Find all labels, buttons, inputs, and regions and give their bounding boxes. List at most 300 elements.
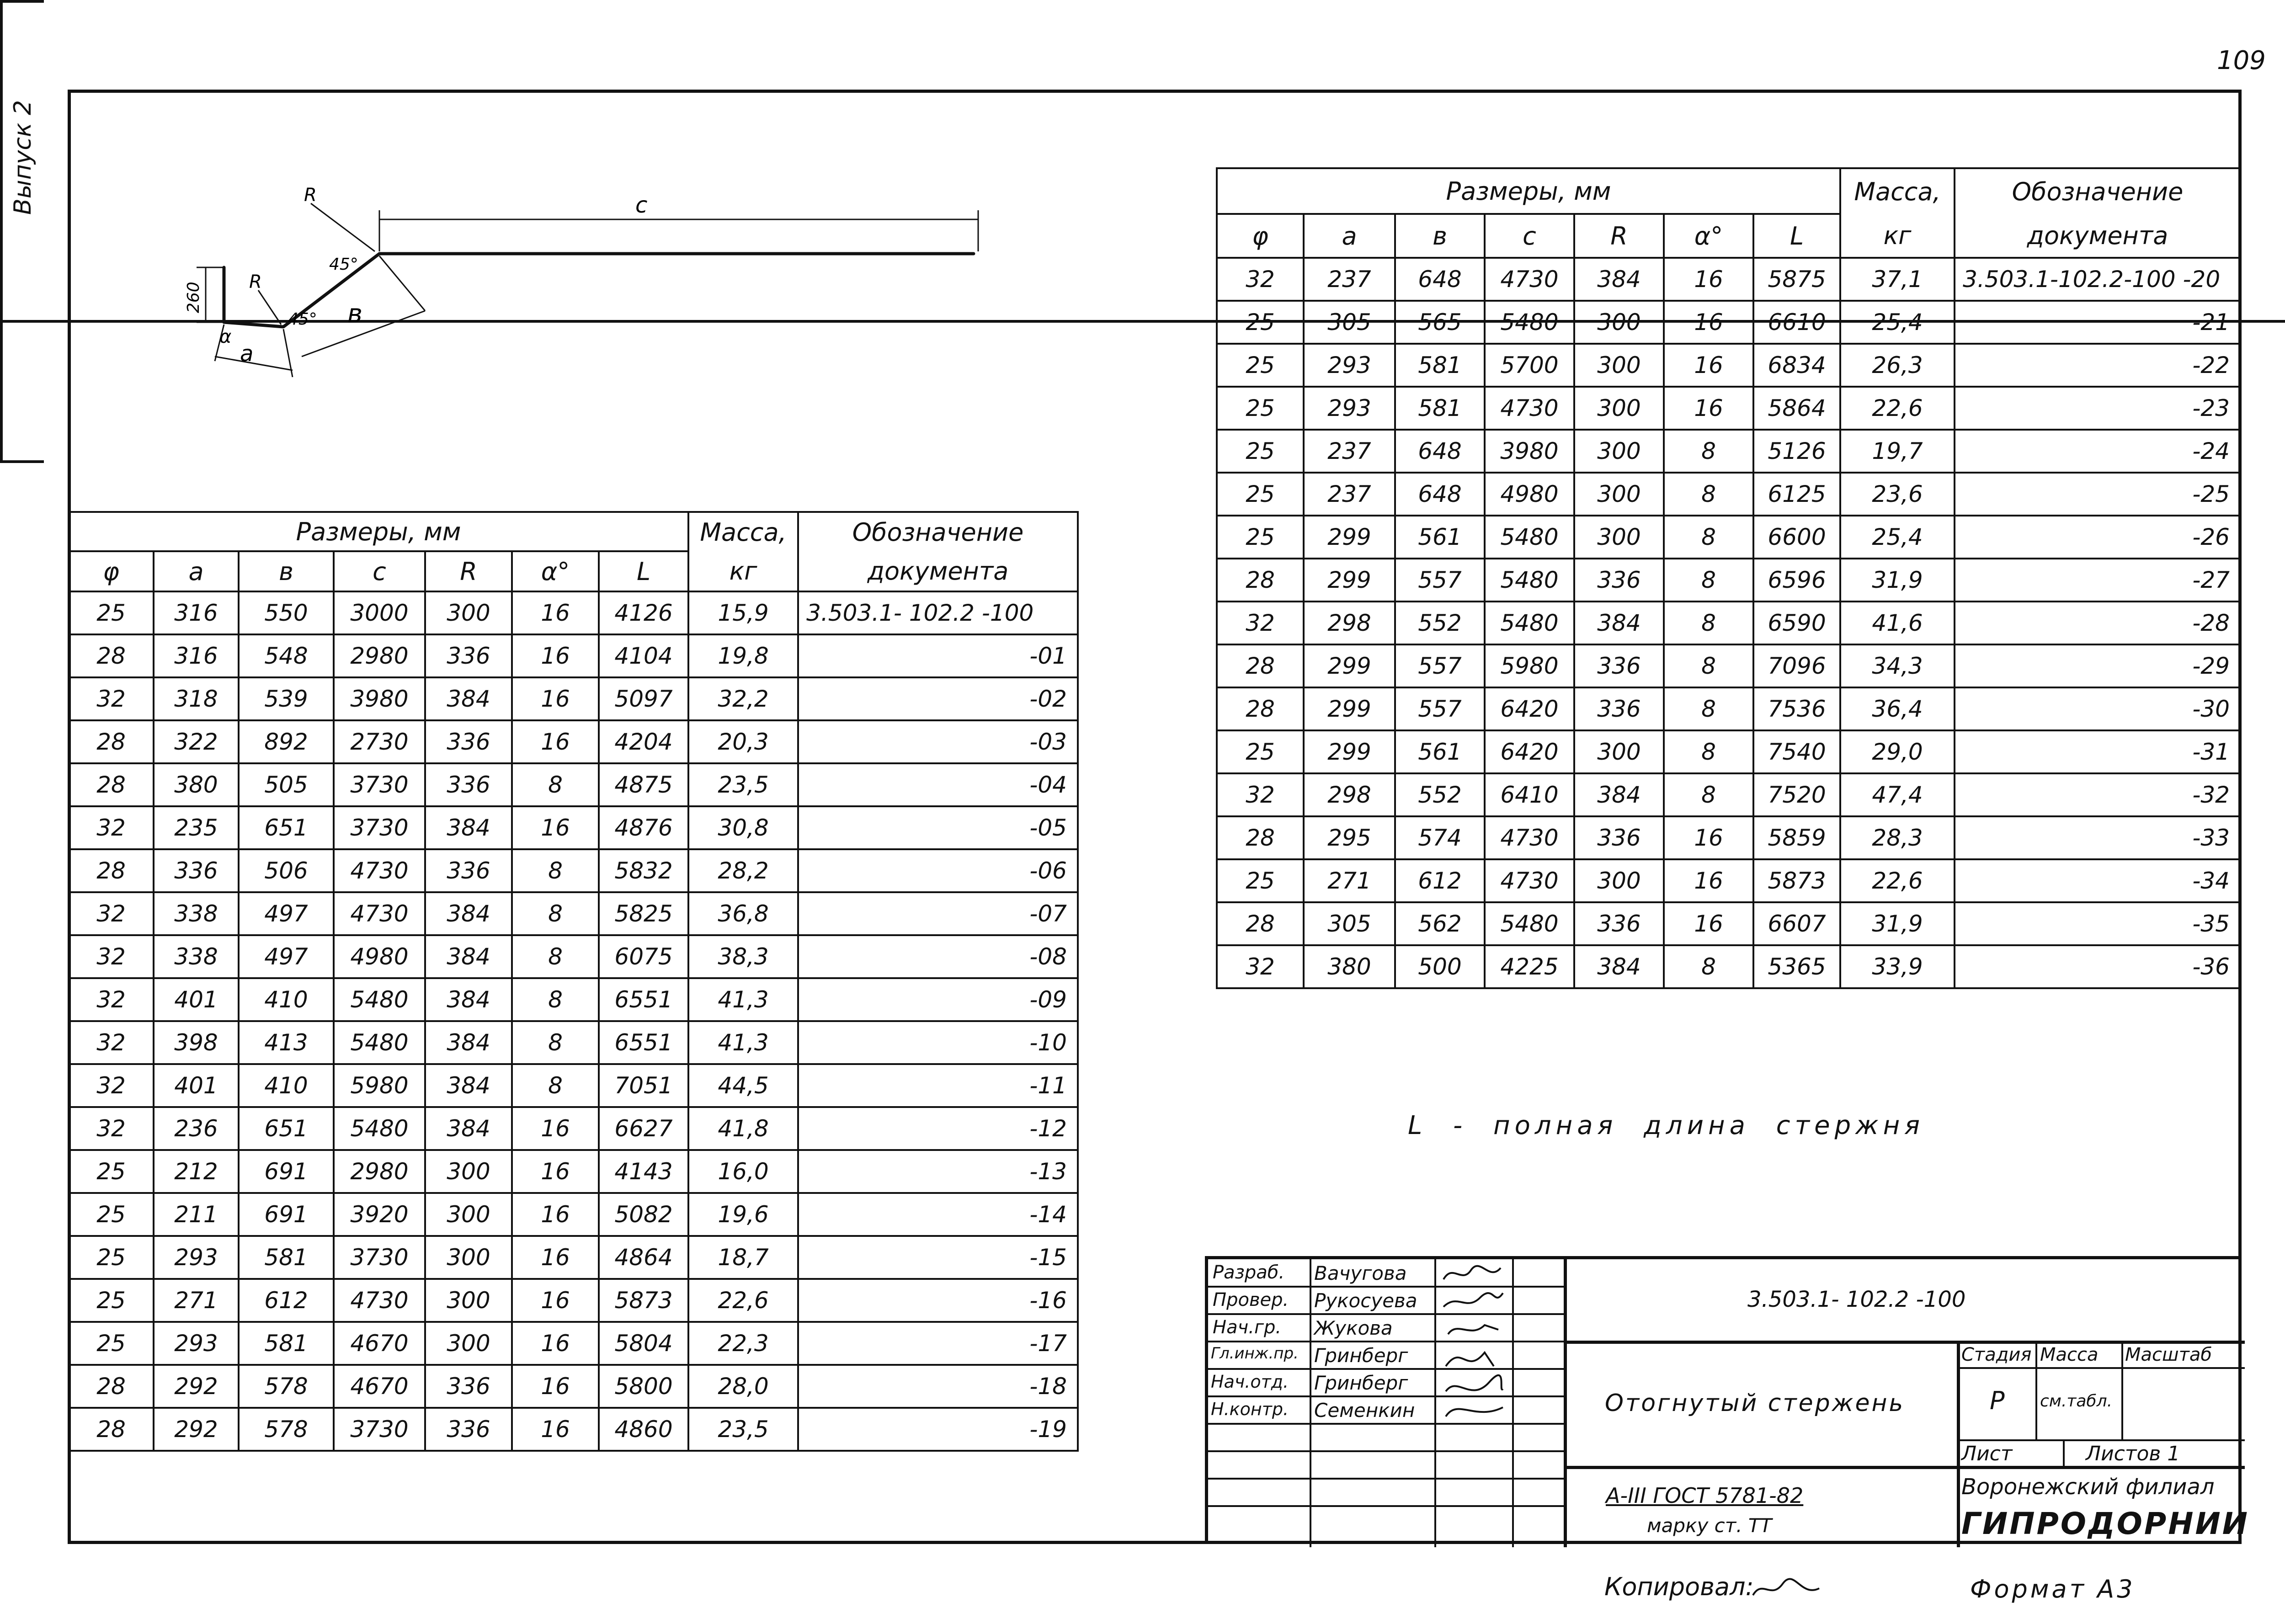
left-table-cell: 30,8 (688, 806, 798, 849)
left-table-cell: 41,8 (688, 1107, 798, 1150)
doc-header-bottom: документа (798, 551, 1078, 591)
left-table-cell: 5097 (599, 677, 688, 720)
right-table-cell: 581 (1395, 387, 1485, 430)
right-table-cell: -22 (1955, 344, 2241, 387)
left-table-cell: 23,5 (688, 763, 798, 806)
role-norm-control: Н.контр. (1211, 1399, 1289, 1419)
left-table-cell: 4143 (599, 1150, 688, 1193)
right-table-cell: 7540 (1753, 730, 1840, 773)
left-table-cell: 316 (154, 634, 239, 677)
left-table-cell: 28 (69, 763, 154, 806)
left-table-cell: 16,0 (688, 1150, 798, 1193)
left-table-cell: -15 (798, 1236, 1078, 1279)
right-table-cell: -21 (1955, 301, 2241, 344)
left-table-row (69, 1021, 1078, 1064)
right-table-cell: 32 (1217, 258, 1304, 301)
right-table-cell: 4730 (1485, 859, 1574, 902)
right-table-cell: 384 (1574, 602, 1664, 644)
right-table-cell: 4730 (1485, 258, 1574, 301)
copied-by: Копировал: (1604, 1572, 1754, 1601)
left-table-cell: 5825 (599, 892, 688, 935)
role-group-head: Нач.гр. (1213, 1317, 1282, 1338)
right-table-cell: 25,4 (1840, 301, 1955, 344)
left-table-cell: 16 (512, 1365, 599, 1408)
col-b: в (239, 551, 334, 591)
right-table-cell: 648 (1395, 473, 1485, 516)
col-c: c (334, 551, 425, 591)
left-table-cell: 4860 (599, 1408, 688, 1451)
right-table-cell: 4980 (1485, 473, 1574, 516)
right-table-cell: 299 (1304, 687, 1395, 730)
right-table-cell: 6596 (1753, 559, 1840, 602)
title-block (1205, 1256, 2249, 1544)
right-table-cell: 300 (1574, 516, 1664, 559)
right-table-cell: 336 (1574, 644, 1664, 687)
angle-mid-label: 45° (288, 310, 317, 329)
dimensions-group-header: Размеры, мм (69, 512, 688, 551)
left-table-cell: 4875 (599, 763, 688, 806)
col-diameter: φ (1217, 214, 1304, 258)
left-table-row (69, 849, 1078, 892)
right-table-row (1217, 301, 2241, 344)
left-table-cell: 25 (69, 1150, 154, 1193)
left-table-cell: 612 (239, 1279, 334, 1322)
left-table-cell: 25 (69, 1236, 154, 1279)
left-table-cell: 3980 (334, 677, 425, 720)
item-name: Отогнутый стержень (1605, 1390, 1905, 1417)
left-table-cell: -04 (798, 763, 1078, 806)
right-table-cell: 237 (1304, 258, 1395, 301)
right-table-row (1217, 687, 2241, 730)
left-table-cell: -09 (798, 978, 1078, 1021)
left-table-cell: 16 (512, 1193, 599, 1236)
left-table-row (69, 1064, 1078, 1107)
left-table-cell: -19 (798, 1408, 1078, 1451)
col-b: в (1395, 214, 1485, 258)
right-table-row (1217, 602, 2241, 644)
left-table-cell: 16 (512, 677, 599, 720)
left-spec-table (68, 511, 1079, 1452)
right-table-cell: 26,3 (1840, 344, 1955, 387)
left-table-cell: 44,5 (688, 1064, 798, 1107)
right-table-cell: 8 (1664, 773, 1753, 816)
doc-header-bottom: документа (1955, 214, 2241, 258)
right-table-cell: -27 (1955, 559, 2241, 602)
right-table-cell: 336 (1574, 902, 1664, 945)
left-table-cell: 651 (239, 1107, 334, 1150)
left-table-cell: 497 (239, 892, 334, 935)
right-table-cell: 23,6 (1840, 473, 1955, 516)
right-table-cell: 25,4 (1840, 516, 1955, 559)
left-table-cell: -12 (798, 1107, 1078, 1150)
left-table-cell: 28 (69, 720, 154, 763)
left-table-row (69, 1365, 1078, 1408)
right-table-cell: 22,6 (1840, 387, 1955, 430)
left-table-cell: 4670 (334, 1365, 425, 1408)
right-table-cell: 6610 (1753, 301, 1840, 344)
right-table-cell: 298 (1304, 602, 1395, 644)
left-table-cell: 28 (69, 849, 154, 892)
right-table-cell: 32 (1217, 773, 1304, 816)
left-table-cell: 3920 (334, 1193, 425, 1236)
right-table-cell: 8 (1664, 516, 1753, 559)
right-table-cell: 3.503.1-102.2-100 -20 (1955, 258, 2241, 301)
col-alpha: α° (1664, 214, 1753, 258)
right-table-cell: 28 (1217, 816, 1304, 859)
left-table-cell: 5480 (334, 1107, 425, 1150)
left-table-cell: 300 (425, 1193, 512, 1236)
left-table-cell: 410 (239, 1064, 334, 1107)
col-diameter: φ (69, 551, 154, 591)
right-table-cell: 4730 (1485, 387, 1574, 430)
right-table-cell: 25 (1217, 430, 1304, 473)
right-table-cell: 300 (1574, 730, 1664, 773)
left-table-cell: 271 (154, 1279, 239, 1322)
right-table-cell: 6607 (1753, 902, 1840, 945)
left-table-cell: 4730 (334, 892, 425, 935)
left-table-cell: 292 (154, 1365, 239, 1408)
right-table-cell: 5864 (1753, 387, 1840, 430)
left-table-cell: -14 (798, 1193, 1078, 1236)
right-table-cell: 6125 (1753, 473, 1840, 516)
left-table-cell: 7051 (599, 1064, 688, 1107)
left-table-cell: 22,6 (688, 1279, 798, 1322)
left-table-cell: 2980 (334, 634, 425, 677)
right-table-cell: 5480 (1485, 516, 1574, 559)
right-table-cell: 299 (1304, 516, 1395, 559)
left-table-row (69, 806, 1078, 849)
right-table-cell: 22,6 (1840, 859, 1955, 902)
right-table-cell: 5480 (1485, 902, 1574, 945)
right-table-cell: -23 (1955, 387, 2241, 430)
right-table-cell: 581 (1395, 344, 1485, 387)
left-table-cell: 38,3 (688, 935, 798, 978)
left-table-cell: 384 (425, 1021, 512, 1064)
left-table-cell: 380 (154, 763, 239, 806)
col-a: a (1304, 214, 1395, 258)
mass-value: см.табл. (2040, 1392, 2113, 1411)
left-table-cell: 506 (239, 849, 334, 892)
right-table-cell: 5126 (1753, 430, 1840, 473)
left-table-cell: 300 (425, 1236, 512, 1279)
left-table-cell: 16 (512, 1150, 599, 1193)
left-table-cell: 5980 (334, 1064, 425, 1107)
left-table-row (69, 1150, 1078, 1193)
left-table-cell: -07 (798, 892, 1078, 935)
right-table-cell: -24 (1955, 430, 2241, 473)
right-table-cell: 299 (1304, 559, 1395, 602)
right-table-cell: 295 (1304, 816, 1395, 859)
right-table-cell: 5480 (1485, 602, 1574, 644)
right-table-cell: 384 (1574, 945, 1664, 988)
left-table-cell: 5804 (599, 1322, 688, 1365)
left-table-cell: 691 (239, 1193, 334, 1236)
right-table-cell: 25 (1217, 859, 1304, 902)
left-table-cell: 300 (425, 1322, 512, 1365)
col-a: a (154, 551, 239, 591)
right-table-cell: 336 (1574, 559, 1664, 602)
left-table-cell: 401 (154, 978, 239, 1021)
left-table-cell: 6627 (599, 1107, 688, 1150)
left-table-cell: 505 (239, 763, 334, 806)
left-table-cell: 3000 (334, 591, 425, 634)
right-table-cell: 299 (1304, 730, 1395, 773)
bent-bar-sketch (151, 174, 1042, 411)
name-checker: Рукосуева (1314, 1289, 1417, 1312)
stage-label: Стадия (1961, 1344, 2032, 1365)
right-table-cell: 6834 (1753, 344, 1840, 387)
left-table-cell: 322 (154, 720, 239, 763)
dim-a-label: a (240, 341, 254, 367)
right-table-row (1217, 387, 2241, 430)
right-table-cell: 5480 (1485, 301, 1574, 344)
left-table-cell: 4730 (334, 849, 425, 892)
right-table-cell: 3980 (1485, 430, 1574, 473)
right-table-cell: -29 (1955, 644, 2241, 687)
right-table-cell: 4225 (1485, 945, 1574, 988)
right-table-row (1217, 344, 2241, 387)
left-table-cell: 5480 (334, 1021, 425, 1064)
right-table-cell: 8 (1664, 559, 1753, 602)
role-developer: Разраб. (1213, 1262, 1285, 1283)
left-table-cell: 336 (425, 849, 512, 892)
left-table-cell: 336 (425, 1365, 512, 1408)
sheet-label: Лист (1961, 1442, 2013, 1465)
right-table-cell: 8 (1664, 644, 1753, 687)
left-table-cell: 300 (425, 591, 512, 634)
right-table-row (1217, 644, 2241, 687)
right-table-cell: 41,6 (1840, 602, 1955, 644)
stage-value: Р (1990, 1386, 2005, 1415)
left-table-cell: 3730 (334, 806, 425, 849)
right-table-cell: 25 (1217, 387, 1304, 430)
left-table-cell: 16 (512, 1322, 599, 1365)
right-table-cell: 565 (1395, 301, 1485, 344)
role-chief-engineer: Гл.инж.пр. (1211, 1344, 1299, 1363)
right-spec-table (1216, 167, 2242, 989)
right-table-cell: 25 (1217, 473, 1304, 516)
left-table-cell: 8 (512, 1064, 599, 1107)
right-table-cell: 5480 (1485, 559, 1574, 602)
left-table-cell: 550 (239, 591, 334, 634)
right-table-cell: 5875 (1753, 258, 1840, 301)
right-table-cell: 5700 (1485, 344, 1574, 387)
left-table-cell: 16 (512, 1408, 599, 1451)
right-table-row (1217, 859, 2241, 902)
right-table-cell: 8 (1664, 730, 1753, 773)
right-table-cell: 561 (1395, 516, 1485, 559)
left-table-cell: 892 (239, 720, 334, 763)
right-table-cell: 25 (1217, 730, 1304, 773)
left-table-cell: 384 (425, 1064, 512, 1107)
right-table-cell: 25 (1217, 301, 1304, 344)
role-checker: Провер. (1213, 1289, 1289, 1310)
right-table-cell: 16 (1664, 301, 1753, 344)
mass-header-bottom: кг (688, 551, 798, 591)
dim-c-label: c (635, 192, 648, 218)
right-table-cell: 300 (1574, 344, 1664, 387)
left-table-cell: 19,8 (688, 634, 798, 677)
material-spec: А-III ГОСТ 5781-82 (1606, 1483, 1804, 1508)
right-table-cell: -26 (1955, 516, 2241, 559)
col-c: c (1485, 214, 1574, 258)
name-norm-control: Семенкин (1314, 1399, 1415, 1422)
left-table-cell: 32 (69, 935, 154, 978)
right-table-cell: 37,1 (1840, 258, 1955, 301)
left-table-row (69, 634, 1078, 677)
angle-alpha-label: α (219, 326, 232, 347)
left-table-cell: 336 (154, 849, 239, 892)
right-table-cell: 31,9 (1840, 902, 1955, 945)
left-table-cell: 384 (425, 1107, 512, 1150)
left-table-cell: -02 (798, 677, 1078, 720)
left-table-row (69, 1193, 1078, 1236)
left-table-cell: 235 (154, 806, 239, 849)
left-table-cell: 41,3 (688, 978, 798, 1021)
left-table-cell: 3730 (334, 1408, 425, 1451)
right-table-cell: 612 (1395, 859, 1485, 902)
right-table-cell: 237 (1304, 473, 1395, 516)
left-table-cell: 6075 (599, 935, 688, 978)
right-table-cell: 300 (1574, 859, 1664, 902)
right-table-cell: 557 (1395, 559, 1485, 602)
right-table-cell: 5873 (1753, 859, 1840, 902)
right-table-cell: 28,3 (1840, 816, 1955, 859)
mass-header-bottom: кг (1840, 214, 1955, 258)
left-table-cell: 293 (154, 1236, 239, 1279)
right-table-cell: 300 (1574, 387, 1664, 430)
org-branch: Воронежский филиал (1961, 1474, 2215, 1500)
dim-260-label: 260 (184, 282, 203, 313)
right-table-cell: 25 (1217, 344, 1304, 387)
right-table-cell: -28 (1955, 602, 2241, 644)
left-table-cell: -06 (798, 849, 1078, 892)
left-table-cell: 28,0 (688, 1365, 798, 1408)
right-table-cell: 16 (1664, 258, 1753, 301)
right-table-cell: 648 (1395, 258, 1485, 301)
right-table-cell: -25 (1955, 473, 2241, 516)
left-table-cell: 338 (154, 935, 239, 978)
left-table-cell: 32 (69, 1064, 154, 1107)
length-note: L - полная длина стержня (1408, 1111, 1924, 1140)
left-table-cell: 16 (512, 806, 599, 849)
left-table-cell: 2730 (334, 720, 425, 763)
left-table-cell: 8 (512, 1021, 599, 1064)
left-table-row (69, 1322, 1078, 1365)
binding-strip (0, 0, 44, 463)
left-table-cell: -10 (798, 1021, 1078, 1064)
left-table-cell: 5873 (599, 1279, 688, 1322)
right-table-cell: 19,7 (1840, 430, 1955, 473)
left-table-row (69, 1279, 1078, 1322)
right-table-cell: 299 (1304, 644, 1395, 687)
mass-header-top: Масса, (1840, 168, 1955, 214)
right-table-cell: 34,3 (1840, 644, 1955, 687)
page-number: 109 (2217, 46, 2266, 75)
left-table-cell: 25 (69, 1193, 154, 1236)
right-table-cell: 298 (1304, 773, 1395, 816)
right-table-cell: 8 (1664, 602, 1753, 644)
left-table-cell: 25 (69, 1279, 154, 1322)
left-table-cell: 16 (512, 591, 599, 634)
left-table-row (69, 892, 1078, 935)
col-alpha: α° (512, 551, 599, 591)
left-table-cell: 5800 (599, 1365, 688, 1408)
right-table-row (1217, 945, 2241, 988)
right-table-cell: 384 (1574, 258, 1664, 301)
right-table-cell: 25 (1217, 516, 1304, 559)
left-table-cell: 211 (154, 1193, 239, 1236)
left-table-row (69, 591, 1078, 634)
left-table-cell: 398 (154, 1021, 239, 1064)
right-table-cell: 293 (1304, 387, 1395, 430)
left-table-cell: 336 (425, 1408, 512, 1451)
right-table-cell: 562 (1395, 902, 1485, 945)
left-table-cell: 16 (512, 1236, 599, 1279)
left-table-cell: 23,5 (688, 1408, 798, 1451)
left-table-cell: 212 (154, 1150, 239, 1193)
material-grade: марку ст. ТТ (1647, 1514, 1772, 1537)
right-table-row (1217, 816, 2241, 859)
right-table-cell: 28 (1217, 559, 1304, 602)
right-table-cell: 574 (1395, 816, 1485, 859)
right-table-cell: 336 (1574, 687, 1664, 730)
role-dept-head: Нач.отд. (1211, 1372, 1289, 1392)
right-table-cell: 8 (1664, 473, 1753, 516)
left-table-cell: 25 (69, 591, 154, 634)
right-table-cell: 336 (1574, 816, 1664, 859)
left-table-cell: 4204 (599, 720, 688, 763)
right-table-cell: -32 (1955, 773, 2241, 816)
left-table-cell: 384 (425, 935, 512, 978)
right-table-cell: 31,9 (1840, 559, 1955, 602)
left-table-cell: 578 (239, 1408, 334, 1451)
left-table-cell: 300 (425, 1150, 512, 1193)
doc-header-top: Обозначение (798, 512, 1078, 551)
dimensions-group-header: Размеры, мм (1217, 168, 1840, 214)
right-table-row (1217, 730, 2241, 773)
left-table-row (69, 763, 1078, 806)
left-table-cell: -11 (798, 1064, 1078, 1107)
left-table-cell: 32 (69, 978, 154, 1021)
mass-header-top: Масса, (688, 512, 798, 551)
left-table-row (69, 935, 1078, 978)
left-table-cell: 2980 (334, 1150, 425, 1193)
left-table-cell: 4730 (334, 1279, 425, 1322)
right-table-row (1217, 902, 2241, 945)
right-table-cell: 305 (1304, 301, 1395, 344)
right-table-cell: -33 (1955, 816, 2241, 859)
left-table-cell: 292 (154, 1408, 239, 1451)
left-table-cell: 548 (239, 634, 334, 677)
right-table-cell: 380 (1304, 945, 1395, 988)
doc-code: 3.503.1- 102.2 -100 (1747, 1287, 1966, 1312)
left-table-cell: 581 (239, 1322, 334, 1365)
right-table-row (1217, 258, 2241, 301)
left-table-row (69, 1107, 1078, 1150)
col-r: R (425, 551, 512, 591)
left-table-cell: 41,3 (688, 1021, 798, 1064)
left-table-cell: 4876 (599, 806, 688, 849)
left-table-cell: 3730 (334, 763, 425, 806)
left-table-cell: 4864 (599, 1236, 688, 1279)
right-table-cell: 552 (1395, 602, 1485, 644)
left-table-cell: -13 (798, 1150, 1078, 1193)
sheets-label: Листов 1 (2086, 1442, 2180, 1465)
left-table-cell: -16 (798, 1279, 1078, 1322)
left-table-cell: 410 (239, 978, 334, 1021)
name-group-head: Жукова (1314, 1317, 1393, 1339)
